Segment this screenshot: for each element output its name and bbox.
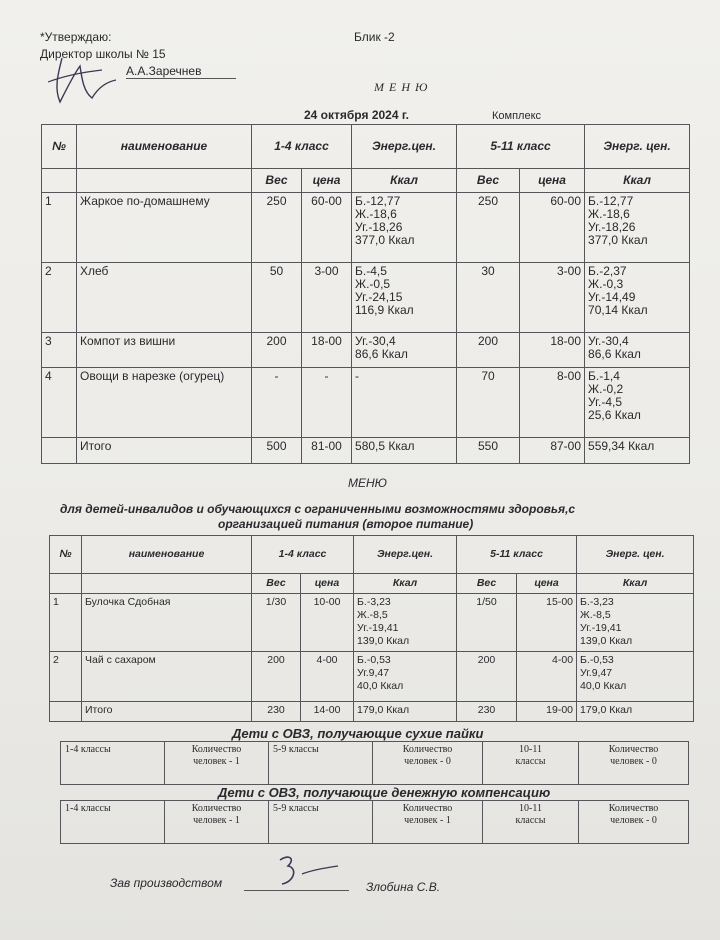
weight-1-4: 1/30: [252, 594, 301, 652]
energy-line: Б.-3,23: [580, 596, 614, 608]
energy-line: 377,0 Ккал: [588, 233, 648, 247]
dish-name: Чай с сахаром: [82, 652, 252, 702]
count-cell: [165, 801, 269, 844]
row-number: 1: [42, 193, 77, 263]
price-1-4: 60-00: [302, 193, 352, 263]
table-row: [50, 652, 694, 702]
approve-label: *Утверждаю:: [40, 30, 112, 44]
blank-label: Блик -2: [354, 30, 395, 44]
weight-1-4: 250: [252, 193, 302, 263]
dish-name: Хлеб: [77, 263, 252, 333]
count-cell: [579, 742, 689, 785]
t2-col-header-grade-1-4: 1-4 класс: [252, 536, 354, 574]
weight-5-11: 230: [457, 702, 517, 722]
count-cell-line: человек - 1: [404, 815, 451, 826]
count-cell: [269, 801, 373, 844]
table-row: [42, 193, 690, 263]
energy-line: Ж.-0,3: [588, 277, 624, 291]
row-number: 2: [42, 263, 77, 333]
subheader-weight-2: Вес: [457, 169, 520, 193]
dish-name: Итого: [82, 702, 252, 722]
count-cell: [373, 801, 483, 844]
energy-line: Уг.-14,49: [588, 290, 636, 304]
price-1-4: 4-00: [301, 652, 354, 702]
count-cell: [61, 742, 165, 785]
energy-line: 86,6 Ккал: [355, 347, 408, 361]
price-5-11: 87-00: [520, 438, 585, 464]
energy-line: Ж.-0,2: [588, 382, 624, 396]
energy-line: 86,6 Ккал: [588, 347, 641, 361]
count-cell-line: 1-4 классы: [65, 803, 111, 814]
t2-col-header-grade-5-11: 5-11 класс: [457, 536, 577, 574]
price-5-11: 4-00: [517, 652, 577, 702]
count-cell-line: 5-9 классы: [273, 744, 319, 755]
weight-5-11: 1/50: [457, 594, 517, 652]
energy-line: Уг.-18,26: [355, 220, 403, 234]
energy-line: 139,0 Ккал: [580, 635, 633, 647]
energy-line: Б.-0,53: [357, 654, 391, 666]
table-row: [42, 333, 690, 368]
count-cell-line: 1-4 классы: [65, 744, 111, 755]
count-cell-line: Количество: [402, 803, 453, 814]
dry-ration-row: [61, 742, 689, 785]
energy-line: Ж.-8,5: [580, 609, 611, 621]
count-cell-line: человек - 0: [610, 756, 657, 767]
weight-5-11: 550: [457, 438, 520, 464]
t2-subheader-weight: Вес: [252, 574, 301, 594]
energy-5-11: [585, 333, 690, 368]
col-header-energy: Энерг.цен.: [352, 125, 457, 169]
energy-1-4: [354, 652, 457, 702]
price-1-4: 81-00: [302, 438, 352, 464]
count-cell-line: 10-11: [519, 744, 542, 755]
weight-1-4: -: [252, 368, 302, 438]
menu-table-main: [41, 124, 690, 464]
count-cell: [165, 742, 269, 785]
count-cell-line: Количество: [608, 744, 659, 755]
t2-subheader-kcal: Ккал: [354, 574, 457, 594]
count-cell-line: классы: [515, 815, 546, 826]
table-header-row: [42, 125, 690, 169]
energy-line: Уг.-24,15: [355, 290, 403, 304]
dish-name: Овощи в нарезке (огурец): [77, 368, 252, 438]
count-cell-line: 10-11: [519, 803, 542, 814]
energy-line: 179,0 Ккал: [357, 704, 410, 716]
price-5-11: 19-00: [517, 702, 577, 722]
table-row: [50, 702, 694, 722]
t2-col-header-name: наименование: [82, 536, 252, 574]
t2-col-header-energy: Энерг.цен.: [354, 536, 457, 574]
energy-1-4: [354, 702, 457, 722]
energy-line: Уг.9,47: [580, 667, 613, 679]
energy-line: Б.-1,4: [588, 369, 620, 383]
col-header-number: №: [42, 125, 77, 169]
energy-line: Б.-3,23: [357, 596, 391, 608]
row-number: 3: [42, 333, 77, 368]
table2-header-row: [50, 536, 694, 574]
col-header-grade-5-11: 5-11 класс: [457, 125, 585, 169]
count-cell-line: Количество: [191, 744, 242, 755]
price-1-4: 18-00: [302, 333, 352, 368]
count-cell-line: 5-9 классы: [273, 803, 319, 814]
director-signature-line: [126, 78, 236, 79]
subheader-price: цена: [302, 169, 352, 193]
footer-name: Злобина С.В.: [366, 880, 441, 894]
table-row: [42, 263, 690, 333]
energy-line: Б.-2,37: [588, 264, 627, 278]
energy-line: 70,14 Ккал: [588, 303, 648, 317]
energy-line: 40,0 Ккал: [357, 680, 404, 692]
menu-table-special: [49, 535, 694, 722]
count-cell-line: Количество: [191, 803, 242, 814]
subheader-kcal-2: Ккал: [585, 169, 690, 193]
weight-5-11: 30: [457, 263, 520, 333]
energy-1-4: [354, 594, 457, 652]
energy-line: Уг.-30,4: [355, 334, 396, 348]
dish-name: Жаркое по-домашнему: [77, 193, 252, 263]
count-cell: [483, 801, 579, 844]
money-table: [60, 800, 689, 844]
energy-1-4: [352, 333, 457, 368]
table-row: [42, 438, 690, 464]
energy-line: Уг.-18,26: [588, 220, 636, 234]
energy-line: 559,34 Ккал: [588, 439, 655, 453]
dish-name: Компот из вишни: [77, 333, 252, 368]
price-1-4: 10-00: [301, 594, 354, 652]
energy-5-11: [577, 594, 694, 652]
price-5-11: 18-00: [520, 333, 585, 368]
energy-line: -: [355, 369, 360, 383]
energy-line: 580,5 Ккал: [355, 439, 415, 453]
table-subheader-row: [42, 169, 690, 193]
energy-line: Уг.-4,5: [588, 395, 623, 409]
weight-5-11: 200: [457, 652, 517, 702]
energy-5-11: [577, 702, 694, 722]
subheader-kcal: Ккал: [352, 169, 457, 193]
menu2-subtitle-line1: для детей-инвалидов и обучающихся с ограниченными возможностями здоровья,с: [60, 502, 576, 516]
footer-signature: [272, 852, 342, 894]
dry-ration-title: Дети с ОВЗ, получающие сухие пайки: [232, 726, 484, 741]
count-cell-line: классы: [515, 756, 546, 767]
price-5-11: 15-00: [517, 594, 577, 652]
energy-line: Б.-4,5: [355, 264, 387, 278]
row-number: [50, 702, 82, 722]
price-5-11: 3-00: [520, 263, 585, 333]
dish-name: Булочка Сдобная: [82, 594, 252, 652]
weight-1-4: 500: [252, 438, 302, 464]
price-1-4: 14-00: [301, 702, 354, 722]
energy-5-11: [585, 263, 690, 333]
price-5-11: 60-00: [520, 193, 585, 263]
weight-1-4: 200: [252, 333, 302, 368]
col-header-energy-2: Энерг. цен.: [585, 125, 690, 169]
count-cell: [483, 742, 579, 785]
energy-1-4: [352, 438, 457, 464]
count-cell-line: человек - 1: [193, 815, 240, 826]
price-1-4: -: [302, 368, 352, 438]
weight-1-4: 200: [252, 652, 301, 702]
dish-name: Итого: [77, 438, 252, 464]
table-row: [50, 594, 694, 652]
weight-5-11: 250: [457, 193, 520, 263]
price-1-4: 3-00: [302, 263, 352, 333]
energy-line: Ж.-18,6: [588, 207, 630, 221]
price-5-11: 8-00: [520, 368, 585, 438]
director-signature: [40, 52, 120, 108]
subheader-weight: Вес: [252, 169, 302, 193]
energy-line: Уг.9,47: [357, 667, 390, 679]
t2-subheader-price-2: цена: [517, 574, 577, 594]
count-cell-line: человек - 0: [404, 756, 451, 767]
complex-label: Комплекс: [492, 110, 542, 122]
director-label: Директор школы № 15: [40, 47, 166, 61]
t2-col-header-energy-2: Энерг. цен.: [577, 536, 694, 574]
energy-line: Уг.-30,4: [588, 334, 629, 348]
dry-ration-table: [60, 741, 689, 785]
weight-5-11: 70: [457, 368, 520, 438]
t2-subheader-weight-2: Вес: [457, 574, 517, 594]
energy-line: Уг.-19,41: [357, 622, 399, 634]
count-cell-line: человек - 0: [610, 815, 657, 826]
menu2-subtitle-line2: организацией питания (второе питание): [218, 517, 474, 531]
menu-date: 24 октября 2024 г.: [304, 108, 409, 122]
count-cell: [579, 801, 689, 844]
energy-1-4: [352, 193, 457, 263]
energy-line: Ж.-18,6: [355, 207, 397, 221]
count-cell: [373, 742, 483, 785]
count-cell-line: Количество: [608, 803, 659, 814]
row-number: [42, 438, 77, 464]
menu-title: М Е Н Ю: [374, 80, 429, 94]
energy-line: Б.-0,53: [580, 654, 614, 666]
energy-line: Уг.-19,41: [580, 622, 622, 634]
energy-5-11: [585, 368, 690, 438]
energy-line: 179,0 Ккал: [580, 704, 633, 716]
energy-5-11: [577, 652, 694, 702]
energy-1-4: [352, 263, 457, 333]
t2-subheader-kcal-2: Ккал: [577, 574, 694, 594]
energy-line: 377,0 Ккал: [355, 233, 415, 247]
weight-1-4: 50: [252, 263, 302, 333]
footer-role: Зав производством: [110, 876, 223, 890]
energy-5-11: [585, 193, 690, 263]
energy-line: 40,0 Ккал: [580, 680, 627, 692]
subheader-price-2: цена: [520, 169, 585, 193]
row-number: 4: [42, 368, 77, 438]
count-cell: [61, 801, 165, 844]
money-title: Дети с ОВЗ, получающие денежную компенсацию: [218, 785, 551, 800]
energy-5-11: [585, 438, 690, 464]
energy-line: 116,9 Ккал: [355, 303, 414, 317]
weight-1-4: 230: [252, 702, 301, 722]
energy-line: Б.-12,77: [355, 194, 401, 208]
energy-line: Ж.-0,5: [355, 277, 391, 291]
count-cell-line: Количество: [402, 744, 453, 755]
count-cell-line: человек - 1: [193, 756, 240, 767]
row-number: 1: [50, 594, 82, 652]
energy-1-4: [352, 368, 457, 438]
table-row: [42, 368, 690, 438]
energy-line: Ж.-8,5: [357, 609, 388, 621]
energy-line: 25,6 Ккал: [588, 408, 641, 422]
table2-subheader-row: [50, 574, 694, 594]
row-number: 2: [50, 652, 82, 702]
energy-line: 139,0 Ккал: [357, 635, 410, 647]
money-row: [61, 801, 689, 844]
weight-5-11: 200: [457, 333, 520, 368]
energy-line: Б.-12,77: [588, 194, 634, 208]
menu2-title: МЕНЮ: [348, 476, 387, 490]
count-cell: [269, 742, 373, 785]
col-header-name: наименование: [77, 125, 252, 169]
col-header-grade-1-4: 1-4 класс: [252, 125, 352, 169]
t2-subheader-price: цена: [301, 574, 354, 594]
director-name: А.А.Заречнев: [126, 64, 202, 78]
t2-col-header-number: №: [50, 536, 82, 574]
